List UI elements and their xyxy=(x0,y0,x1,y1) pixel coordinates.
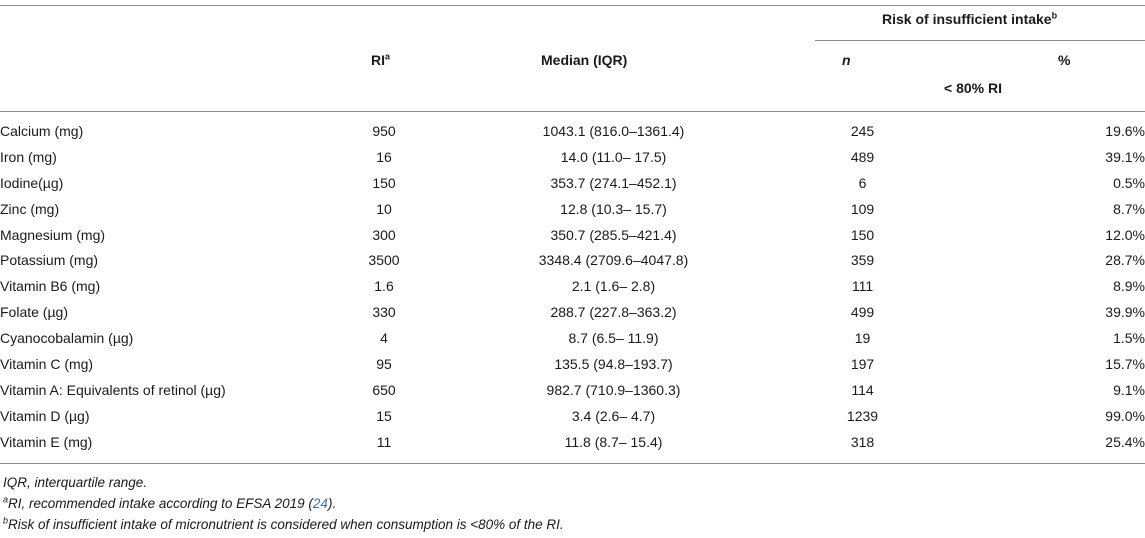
n-cell: 109 xyxy=(850,200,875,217)
nutrient-name-cell: Iron (mg) xyxy=(0,148,57,165)
risk-group-header: Risk of insufficient intake$^b$ xyxy=(882,10,1058,27)
n-cell: 6 xyxy=(858,174,867,191)
table-row xyxy=(0,377,1145,403)
median-iqr-cell: 135.5 (94.8–193.7) xyxy=(554,355,673,372)
nutrient-table-body xyxy=(0,118,1145,455)
n-cell: 150 xyxy=(850,226,875,243)
median-iqr-cell: 350.7 (285.5–421.4) xyxy=(550,226,677,243)
risk-group-rule xyxy=(815,40,1145,41)
ri-cell: 4 xyxy=(380,330,388,347)
table-row xyxy=(0,170,1145,196)
percent-cell: 19.6% xyxy=(1105,122,1145,139)
header-bottom-rule xyxy=(0,111,1145,112)
n-cell: 359 xyxy=(850,252,875,269)
median-iqr-cell: 8.7 (6.5– 11.9) xyxy=(568,330,659,347)
n-header: n xyxy=(842,52,851,68)
percent-cell: 0.5% xyxy=(1113,174,1145,191)
percent-cell: 39.9% xyxy=(1105,304,1145,321)
nutrient-name-cell: Magnesium (mg) xyxy=(0,226,106,243)
reference-link[interactable]: 24 xyxy=(312,496,328,511)
median-header: Median (IQR) xyxy=(541,52,628,68)
ri-cell: 150 xyxy=(372,174,396,191)
table-row xyxy=(0,429,1145,455)
table-row xyxy=(0,118,1145,144)
nutrient-name-cell: Vitamin D (µg) xyxy=(0,407,90,424)
percent-cell: 9.1% xyxy=(1113,381,1145,398)
threshold-subheader: < 80% RI xyxy=(944,80,1002,96)
ri-cell: 11 xyxy=(376,433,392,450)
nutrient-name-cell: Folate (µg) xyxy=(0,304,68,321)
median-iqr-cell: 288.7 (227.8–363.2) xyxy=(550,304,677,321)
percent-header: % xyxy=(1058,52,1071,68)
nutrient-name-cell: Calcium (mg) xyxy=(0,122,84,139)
n-cell: 197 xyxy=(850,355,875,372)
n-cell: 111 xyxy=(851,278,874,295)
n-cell: 245 xyxy=(850,122,875,139)
nutrient-name-cell: Vitamin E (mg) xyxy=(0,433,93,450)
footnote-iqr: IQR, interquartile range. xyxy=(3,475,148,490)
median-iqr-cell: 1043.1 (816.0–1361.4) xyxy=(542,122,685,139)
percent-cell: 12.0% xyxy=(1105,226,1145,243)
median-iqr-cell: 11.8 (8.7– 15.4) xyxy=(564,433,663,450)
nutrient-name-cell: Vitamin B6 (mg) xyxy=(0,278,101,295)
median-iqr-cell: 2.1 (1.6– 2.8) xyxy=(571,278,656,295)
median-iqr-cell: 3348.4 (2709.6–4047.8) xyxy=(538,252,689,269)
percent-cell: 8.9% xyxy=(1113,278,1145,295)
table-row xyxy=(0,144,1145,170)
table-row xyxy=(0,222,1145,248)
percent-cell: 39.1% xyxy=(1105,148,1145,165)
table-row xyxy=(0,196,1145,222)
ri-cell: 1.6 xyxy=(374,278,394,295)
ri-cell: 15 xyxy=(376,407,392,424)
n-cell: 318 xyxy=(850,433,875,450)
ri-cell: 330 xyxy=(372,304,396,321)
nutrient-name-cell: Potassium (mg) xyxy=(0,252,99,269)
ri-cell: 300 xyxy=(372,226,396,243)
table-top-rule xyxy=(0,5,1145,6)
percent-cell: 28.7% xyxy=(1105,252,1145,269)
median-iqr-cell: 12.8 (10.3– 15.7) xyxy=(560,200,667,217)
ri-cell: 16 xyxy=(376,148,392,165)
median-iqr-cell: 353.7 (274.1–452.1) xyxy=(550,174,677,191)
nutrient-name-cell: Vitamin C (mg) xyxy=(0,355,94,372)
n-cell: 114 xyxy=(851,381,874,398)
n-cell: 1239 xyxy=(846,407,879,424)
ri-cell: 650 xyxy=(372,381,396,398)
footnote-b: $^b$Risk of insufficient intake of micronutrient is considered when consumption is <80% of the RI. xyxy=(3,515,564,532)
ri-cell: 950 xyxy=(372,122,396,139)
percent-cell: 1.5% xyxy=(1113,330,1145,347)
n-cell: 19 xyxy=(854,330,871,347)
median-iqr-cell: 14.0 (11.0– 17.5) xyxy=(560,148,667,165)
table-bottom-rule xyxy=(0,463,1145,464)
table-row xyxy=(0,273,1145,299)
nutrient-table xyxy=(0,118,1145,455)
percent-cell: 15.7% xyxy=(1105,355,1145,372)
table-row xyxy=(0,325,1145,351)
nutrient-name-cell: Vitamin A: Equivalents of retinol (µg) xyxy=(0,381,226,398)
nutrient-name-cell: Cyanocobalamin (µg) xyxy=(0,330,134,347)
median-iqr-cell: 982.7 (710.9–1360.3) xyxy=(546,381,681,398)
percent-cell: 99.0% xyxy=(1105,407,1145,424)
nutrient-name-cell: Zinc (mg) xyxy=(0,200,60,217)
n-cell: 499 xyxy=(850,304,875,321)
table-row xyxy=(0,403,1145,429)
percent-cell: 25.4% xyxy=(1105,433,1145,450)
ri-header: $RI^a$ xyxy=(371,51,391,68)
table-row xyxy=(0,247,1145,273)
footnote-a: $^a$RI, recommended intake according to EFSA 2019 (24). xyxy=(3,494,337,511)
nutrient-name-cell: Iodine(µg) xyxy=(0,174,64,191)
median-iqr-cell: 3.4 (2.6– 4.7) xyxy=(571,407,656,424)
ri-cell: 95 xyxy=(376,355,392,372)
percent-cell: 8.7% xyxy=(1113,200,1145,217)
ri-cell: 10 xyxy=(376,200,392,217)
ri-cell: 3500 xyxy=(368,252,400,269)
table-row xyxy=(0,299,1145,325)
table-row xyxy=(0,351,1145,377)
n-cell: 489 xyxy=(850,148,875,165)
